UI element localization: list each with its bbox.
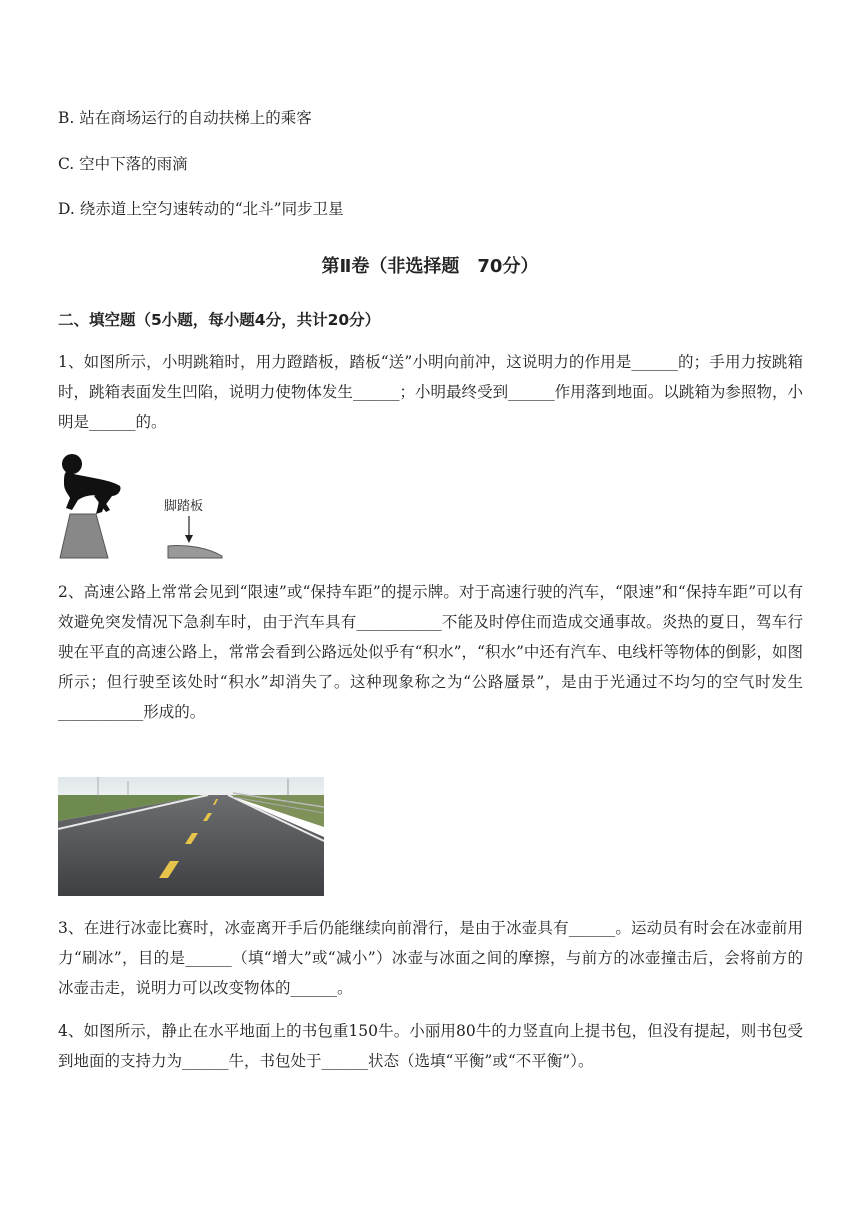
option-d: D. 绕赤道上空匀速转动的“北斗”同步卫星: [58, 200, 344, 218]
question-3: 3、在进行冰壶比赛时，冰壶离开手后仍能继续向前滑行，是由于冰壶具有______。运动员有时会在冰壶前用力“刷冰”，目的是______（填“增大”或“减小”）冰壶与冰面之间的摩擦，与前方的冰壶撞击后，会将前方的冰壶击走，说明力可以改变物体的______。: [58, 919, 803, 997]
question-2: 2、高速公路上常常会见到“限速”或“保持车距”的提示牌。对于高速行驶的汽车，“限速”和“保持车距”可以有效避免突发情况下急刹车时，由于汽车具有___________不能及时停住而造成交通事故。炎热的夏日，驾车行驶在平直的高速公路上，常常会看到公路远处似乎有“积水”，“积水”中还有汽车、电线杆等物体的倒影，如图所示；但行驶至该处时“积水”却消失了。这种现象称之为“公路蜃景”，是由于光通过不均匀的空气时发生___________形成的。: [58, 583, 803, 721]
part-title: 第Ⅱ卷（非选择题 70分）: [321, 256, 539, 277]
springboard: [168, 545, 222, 558]
section-title: 二、填空题（5小题，每小题4分，共计20分）: [58, 311, 381, 329]
question-4: 4、如图所示，静止在水平地面上的书包重150牛。小丽用80牛的力竖直向上提书包，但没有提起，则书包受到地面的支持力为______牛，书包处于______状态（选填“平衡”或“不平衡”）。: [58, 1022, 803, 1070]
option-b: B. 站在商场运行的自动扶梯上的乘客: [58, 109, 312, 127]
springboard-label: 脚踏板: [164, 499, 204, 514]
vaulting-box: [60, 514, 108, 558]
arrow-head-icon: [185, 535, 193, 543]
vaulting-figure: [58, 452, 228, 560]
question-1: 1、如图所示，小明跳箱时，用力蹬踏板，踏板“送”小明向前冲，这说明力的作用是______的；手用力按跳箱时，跳箱表面发生凹陷，说明力使物体发生______；小明最终受到______作用落到地面。以跳箱为参照物，小明是______的。: [58, 353, 803, 431]
boy-silhouette-icon: [62, 454, 121, 514]
option-c: C. 空中下落的雨滴: [58, 155, 188, 173]
highway-photo: [58, 777, 324, 896]
